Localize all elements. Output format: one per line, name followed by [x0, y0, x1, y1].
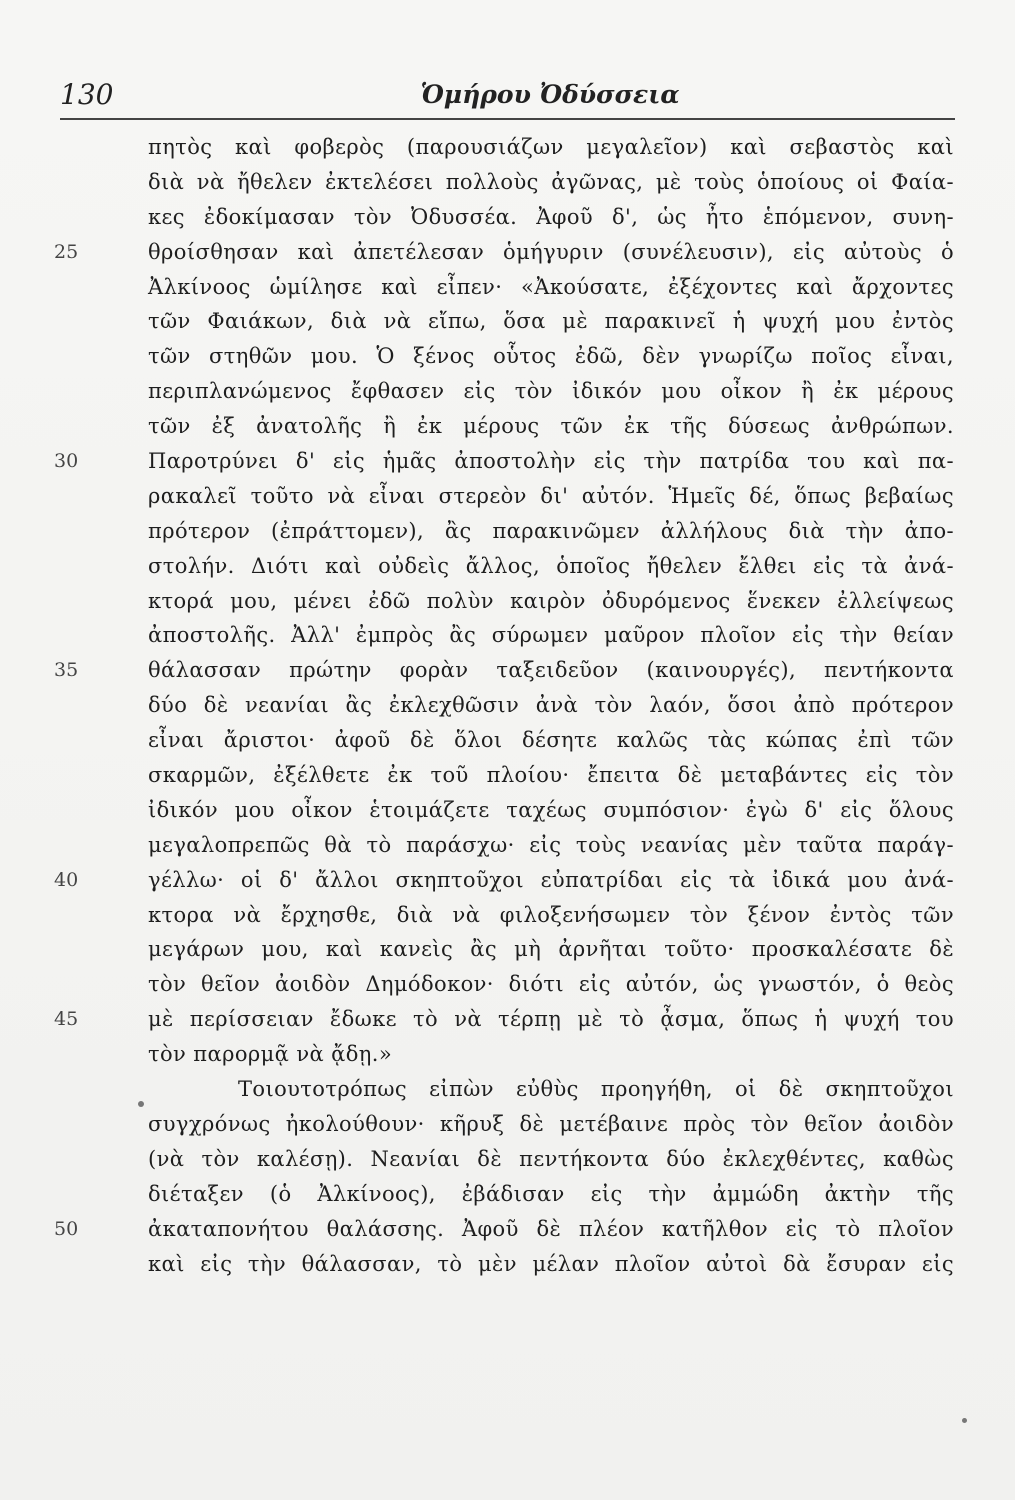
text-line — [148, 1177, 954, 1212]
line-text: ἰδικόν μου οἶκον ἑτοιμάζετε ταχέως συμπόσιον· ἐγὼ δ' εἰς ὅλους — [148, 797, 954, 822]
line-text: πρότερον (ἐπράττομεν), ἂς παρακινῶμεν ἀλλήλους διὰ τὴν ἀπο- — [148, 518, 954, 543]
line-text: διὰ νὰ ἤθελεν ἐκτελέσει πολλοὺς ἀγῶνας, μὲ τοὺς ὁποίους οἱ Φαία- — [148, 169, 954, 194]
line-text: ἀποστολῆς. Ἀλλ' ἐμπρὸς ἂς σύρωμεν μαῦρον πλοῖον εἰς τὴν θείαν — [148, 623, 954, 648]
line-text: διέταξεν (ὁ Ἀλκίνοος), ἐβάδισαν εἰς τὴν ἀμμώδη ἀκτὴν τῆς — [148, 1181, 954, 1206]
line-text: Ἀλκίνοος ὡμίλησε καὶ εἶπεν· «Ἀκούσατε, ἐξέχοντες καὶ ἄρχοντες — [148, 274, 954, 299]
body-text — [54, 130, 954, 1281]
text-line — [148, 723, 954, 758]
line-number: 35 — [54, 659, 79, 682]
line-text: δύο δὲ νεανίαι ἂς ἐκλεχθῶσιν ἀνὰ τὸν λαόν, ὅσοι ἀπὸ πρότερον — [148, 693, 954, 718]
text-line — [54, 653, 954, 688]
line-number: 40 — [54, 868, 79, 891]
line-text: πητὸς καὶ φοβερὸς (παρουσιάζων μεγαλεῖον) καὶ σεβαστὸς καὶ — [148, 135, 954, 159]
text-line — [148, 584, 954, 619]
line-text: θροίσθησαν καὶ ἀπετέλεσαν ὁμήγυριν (συνέλευσιν), εἰς αὐτοὺς ὁ — [148, 239, 954, 264]
text-line — [148, 898, 954, 933]
line-text: τῶν στηθῶν μου. Ὁ ξένος οὗτος ἐδῶ, δὲν γνωρίζω ποῖος εἶναι, — [148, 344, 954, 369]
line-text: καὶ εἰς τὴν θάλασσαν, τὸ μὲν μέλαν πλοῖον αὐτοὶ δὰ ἔσυραν εἰς — [148, 1251, 954, 1276]
print-speck — [962, 1418, 967, 1423]
text-line — [148, 409, 954, 444]
line-text: κτορά μου, μένει ἐδῶ πολὺν καιρὸν ὀδυρόμενος ἕνεκεν ἐλλείψεως — [148, 588, 954, 613]
text-line — [148, 688, 954, 723]
line-text: ρακαλεῖ τοῦτο νὰ εἶναι στερεὸν δι' αὐτόν. Ἡμεῖς δέ, ὅπως βεβαίως — [148, 483, 954, 508]
line-text: μεγαλοπρεπῶς θὰ τὸ παράσχω· εἰς τοὺς νεανίας μὲν ταῦτα παράγ- — [148, 832, 954, 857]
line-text: (νὰ τὸν καλέσῃ). Νεανίαι δὲ πεντήκοντα δύο ἐκλεχθέντες, καθὼς — [148, 1146, 954, 1171]
line-text: κτορα νὰ ἔρχησθε, διὰ νὰ φιλοξενήσωμεν τὸν ξένον ἐντὸς τῶν — [148, 902, 954, 927]
text-line — [54, 1002, 954, 1037]
text-line — [148, 200, 954, 235]
text-line — [148, 304, 954, 339]
text-line — [148, 618, 954, 653]
text-line — [54, 444, 954, 479]
text-line — [148, 1247, 954, 1282]
page-number: 130 — [60, 78, 114, 111]
line-text: μὲ περίσσειαν ἔδωκε τὸ νὰ τέρπῃ μὲ τὸ ᾆσμα, ὅπως ἡ ψυχή του — [148, 1007, 954, 1032]
text-line — [148, 130, 954, 165]
text-line — [148, 828, 954, 863]
line-text: θάλασσαν πρώτην φορὰν ταξειδεῦον (καινουργές), πεντήκοντα — [148, 658, 954, 683]
line-number: 50 — [54, 1217, 79, 1240]
line-text: ἀκαταπονήτου θαλάσσης. Ἀφοῦ δὲ πλέον κατῆλθον εἰς τὸ πλοῖον — [148, 1216, 954, 1241]
text-line — [54, 235, 954, 270]
text-line — [54, 1212, 954, 1247]
text-line — [148, 1107, 954, 1142]
line-text: συγχρόνως ἠκολούθουν· κῆρυξ δὲ μετέβαινε πρὸς τὸν θεῖον ἀοιδὸν — [148, 1111, 954, 1136]
text-line — [148, 479, 954, 514]
line-text: γέλλω· οἱ δ' ἄλλοι σκηπτοῦχοι εὐπατρίδαι εἰς τὰ ἰδικά μου ἀνά- — [148, 867, 954, 892]
text-line — [148, 549, 954, 584]
line-text: κες ἐδοκίμασαν τὸν Ὀδυσσέα. Ἀφοῦ δ', ὡς ἦτο ἑπόμενον, συνη- — [148, 204, 954, 229]
page-header — [60, 72, 955, 122]
text-line — [148, 932, 954, 967]
print-speck — [138, 1101, 144, 1107]
line-text: περιπλανώμενος ἔφθασεν εἰς τὸν ἰδικόν μου οἶκον ἢ ἐκ μέρους — [148, 379, 954, 404]
line-text: τὸν παρορμᾷ νὰ ᾄδῃ.» — [148, 1042, 393, 1067]
text-line — [148, 1142, 954, 1177]
text-line — [148, 1037, 954, 1072]
text-line — [148, 793, 954, 828]
line-text: Παροτρύνει δ' εἰς ἡμᾶς ἀποστολὴν εἰς τὴν πατρίδα του καὶ πα- — [148, 449, 954, 474]
line-text: τῶν ἐξ ἀνατολῆς ἢ ἐκ μέρους τῶν ἐκ τῆς δύσεως ἀνθρώπων. — [148, 414, 954, 439]
line-text: τὸν θεῖον ἀοιδὸν Δημόδοκον· διότι εἰς αὐτόν, ὡς γνωστόν, ὁ θεὸς — [148, 972, 954, 997]
text-line — [54, 863, 954, 898]
line-text: τῶν Φαιάκων, διὰ νὰ εἴπω, ὅσα μὲ παρακινεῖ ἡ ψυχή μου ἐντὸς — [148, 309, 954, 334]
running-title: Ὁμήρου Ὀδύσσεια — [420, 80, 680, 109]
line-number: 30 — [54, 450, 79, 473]
text-line — [148, 514, 954, 549]
text-line — [148, 270, 954, 305]
line-text: μεγάρων μου, καὶ κανεὶς ἂς μὴ ἀρνῆται τοῦτο· προσκαλέσατε δὲ — [148, 937, 954, 962]
line-number: 45 — [54, 1008, 79, 1031]
line-text: στολήν. Διότι καὶ οὐδεὶς ἄλλος, ὁποῖος ἤθελεν ἔλθει εἰς τὰ ἀνά- — [148, 553, 954, 578]
line-number: 25 — [54, 240, 79, 263]
line-text: Τοιουτοτρόπως εἰπὼν εὐθὺς προηγήθη, οἱ δὲ σκηπτοῦχοι — [238, 1077, 954, 1102]
text-line — [148, 1072, 954, 1107]
header-rule — [60, 118, 955, 120]
text-line — [148, 967, 954, 1002]
text-line — [148, 758, 954, 793]
text-line — [148, 374, 954, 409]
line-text: σκαρμῶν, ἐξέλθετε ἐκ τοῦ πλοίου· ἔπειτα δὲ μεταβάντες εἰς τὸν — [148, 763, 954, 788]
text-line — [148, 339, 954, 374]
text-line — [148, 165, 954, 200]
line-text: εἶναι ἄριστοι· ἀφοῦ δὲ ὅλοι δέσητε καλῶς τὰς κώπας ἐπὶ τῶν — [148, 728, 954, 753]
